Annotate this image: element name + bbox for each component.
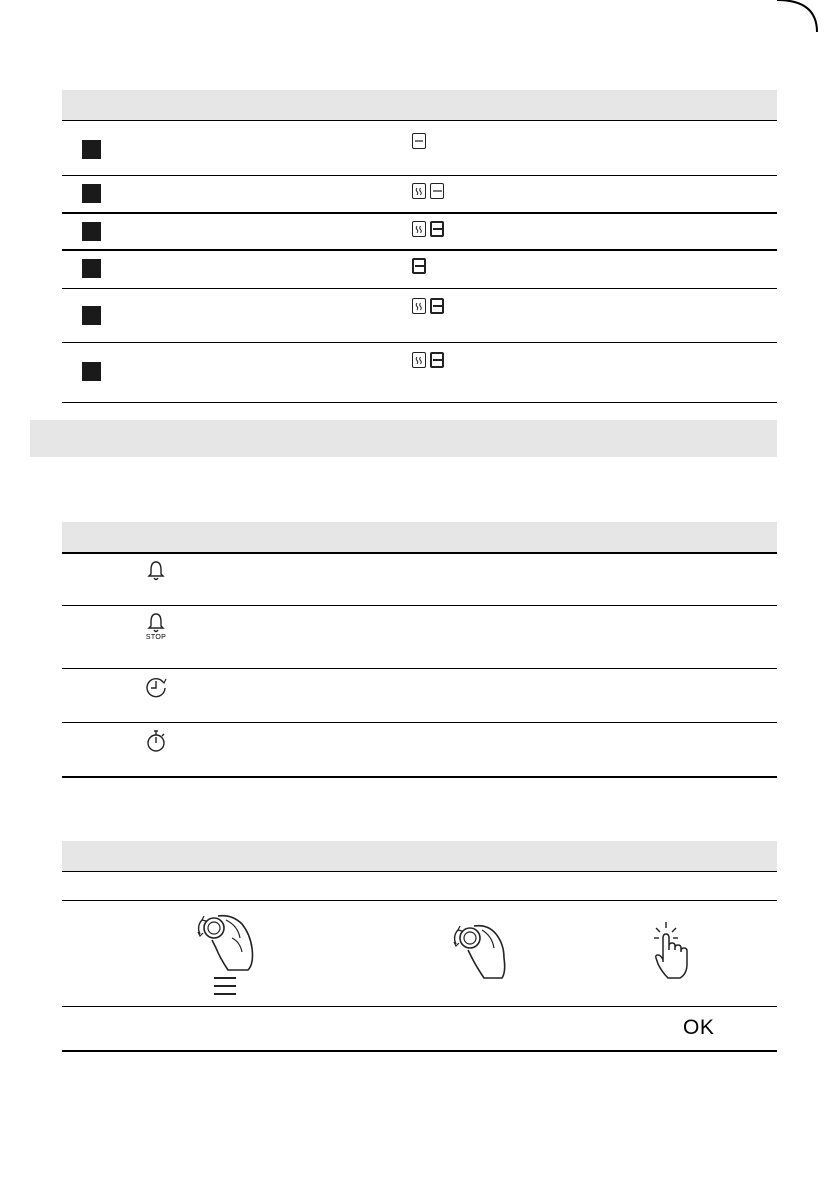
ok-label: OK [683,1016,715,1039]
table-row-icons [412,352,444,368]
end-time-clock-icon [144,675,168,699]
bell-icon [147,560,165,582]
row-marker-square [82,184,101,203]
hand-rotate-knob-icon [450,918,510,980]
heating-element-bold-icon [430,298,444,314]
steam-icon [412,298,426,314]
heating-element-bold-icon [430,352,444,368]
heating-element-top-icon [412,133,426,149]
hand-rotate-knob-menu-icon [192,908,258,972]
heating-element-top-icon [430,183,444,199]
row-marker-square [82,222,101,241]
table-row-icons [412,221,444,237]
table-divider [62,552,777,554]
table-divider [62,1050,777,1052]
table-row-icons [412,258,426,274]
hand-tap-icon [652,920,698,980]
table-header [62,522,777,552]
bell-stop-icon [144,612,168,634]
table-divider [62,668,777,669]
table-divider [62,605,777,606]
table-divider [62,776,777,778]
heating-element-bold-icon [412,258,426,274]
steam-icon [412,183,426,199]
table-divider [62,175,777,176]
row-marker-square [82,306,101,325]
section-heading-band [30,420,777,457]
row-marker-square [82,140,101,159]
page-corner-mark-icon [777,0,839,32]
steam-icon [412,221,426,237]
table-divider [62,900,777,901]
table-divider [62,342,777,343]
row-marker-square [82,362,101,381]
table-row-icons [412,183,444,199]
heating-element-bold-icon [430,221,444,237]
menu-lines-icon [214,976,236,996]
timer-stopwatch-icon [145,728,167,754]
table-divider [62,402,777,403]
table-row-icons [412,298,444,314]
stop-label: STOP [145,634,167,641]
table-header [62,90,777,120]
table-divider [62,212,777,214]
steam-icon [412,352,426,368]
table-divider [62,249,777,251]
row-marker-square [82,259,101,278]
table-divider [62,871,777,872]
bell-stop-group [144,612,168,641]
table-divider [62,722,777,723]
table-divider [62,1006,777,1007]
table-divider [62,288,777,289]
table-header [62,841,777,871]
table-divider [62,120,777,121]
table-row-icons [412,133,426,149]
